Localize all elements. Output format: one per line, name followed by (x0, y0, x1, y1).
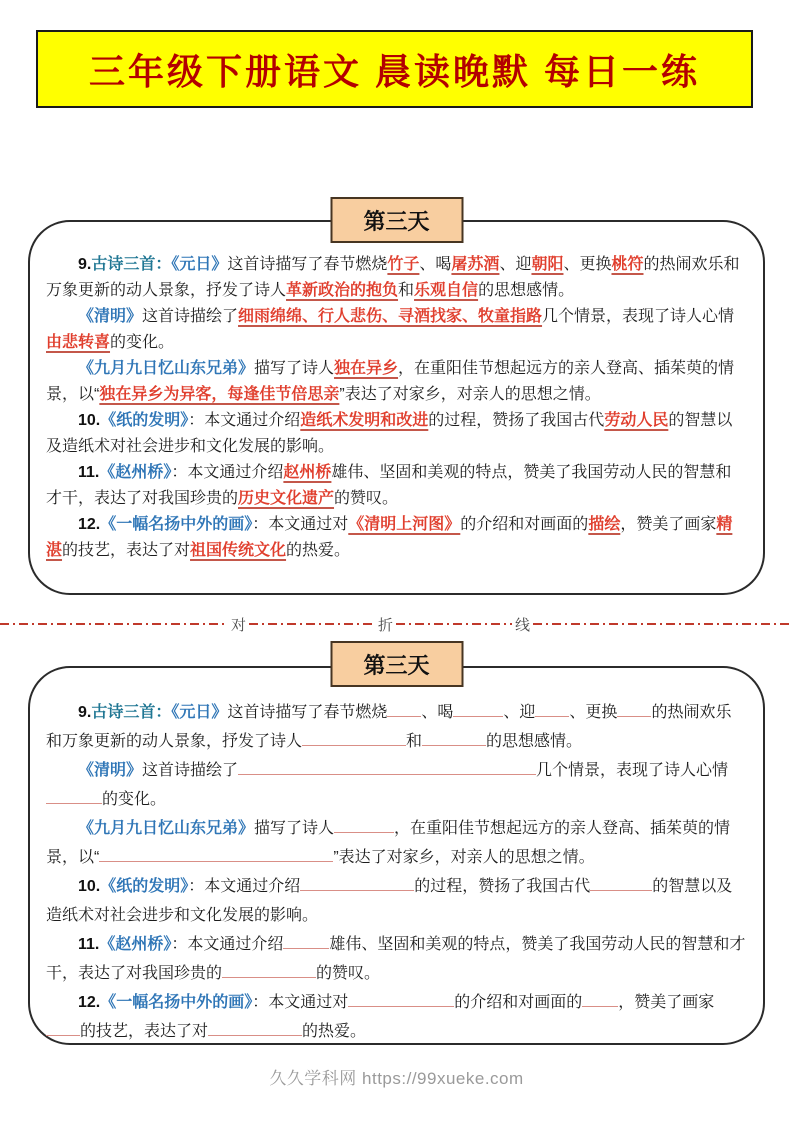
book-title: 《赵州桥》 (99, 464, 172, 481)
fold-label-dui: 对 (231, 616, 247, 634)
book-title: 《九月九日忆山东兄弟》 (78, 820, 255, 837)
body-text: 几个情景，表现了诗人心情 (542, 308, 735, 325)
body-text: 几个情景，表现了诗人心情 (536, 762, 729, 779)
fold-line-segment (0, 623, 228, 625)
blanks-paragraph-list (30, 668, 763, 1054)
body-text: 、喝 (421, 704, 454, 721)
fold-line-segment (249, 623, 375, 625)
body-text: ：本文通过介绍 (171, 936, 284, 953)
book-title: 《一幅名扬中外的画》 (100, 516, 253, 533)
answer-text: 历史文化遗产 (238, 490, 335, 507)
blank-line (99, 848, 121, 862)
answer-text: 劳动人民 (604, 412, 669, 429)
answer-text: 乐观自信 (414, 282, 479, 299)
answer-text: 竹子 (387, 256, 420, 273)
blank-line (300, 877, 414, 891)
blank-line (535, 703, 569, 717)
page-title: 三年级下册语文 晨读晚默 每日一练 (88, 50, 700, 92)
blank-line (46, 790, 102, 804)
book-title: 《元日》 (171, 256, 228, 273)
body-text: 的赞叹。 (334, 490, 399, 507)
body-text: 的技艺，表达了对 (80, 1023, 209, 1040)
lesson-label: 古诗三首： (91, 704, 172, 721)
body-text: 、更换 (563, 256, 612, 273)
paragraph (46, 252, 747, 304)
answer-text: 祖国传统文化 (190, 542, 287, 559)
blanks-panel (28, 666, 765, 1045)
body-text: 的热爱。 (302, 1023, 367, 1040)
answer-text: 描绘 (588, 516, 621, 533)
book-title: 《一幅名扬中外的画》 (100, 994, 253, 1011)
answer-text: 《清明上河图》 (348, 516, 461, 533)
blank-line (422, 732, 486, 746)
body-text: ，赞美了画家 (618, 994, 715, 1011)
blank-line (222, 964, 316, 978)
item-number: 12. (78, 516, 101, 533)
body-text: 雄伟、坚固和美观的特点，赞美了我国劳动人民的智慧和才干，表达了对我国珍贵的 (46, 936, 746, 982)
answer-text: 精湛 (46, 516, 733, 559)
item-number: 9. (78, 256, 92, 273)
body-text: 的介绍和对画面的 (454, 994, 583, 1011)
answer-text: 朝阳 (531, 256, 564, 273)
body-text: ：本文通过介绍 (171, 464, 284, 481)
paragraph (46, 356, 747, 408)
paragraph (46, 460, 747, 512)
answer-text: 独在异乡为异客，每逢佳节倍思亲 (99, 386, 340, 403)
paragraph (46, 814, 747, 872)
body-text: 描写了诗人 (254, 360, 335, 377)
paragraph (46, 756, 747, 814)
body-text: 雄伟、坚固和美观的特点，赞美了我国劳动人民的智慧和才干，表达了对我国珍贵的 (46, 464, 732, 507)
blank-line (302, 732, 406, 746)
body-text: 的思想感情。 (478, 282, 575, 299)
book-title: 《纸的发明》 (100, 878, 189, 895)
body-text: ”表达了对家乡，对亲人的思想之情。 (339, 386, 601, 403)
book-title: 《清明》 (78, 308, 143, 325)
body-text: 的变化。 (110, 334, 175, 351)
item-number: 9. (78, 704, 92, 721)
fold-line-segment (396, 623, 512, 625)
book-title: 《九月九日忆山东兄弟》 (78, 360, 255, 377)
fold-label-zhe: 折 (378, 616, 394, 634)
body-text: 、迎 (499, 256, 532, 273)
item-number: 11. (78, 936, 100, 953)
body-text: 的热闹欢乐和万象更新的动人景象，抒发了诗人 (46, 256, 740, 299)
title-banner (36, 30, 753, 108)
answers-paragraph-list (30, 222, 763, 572)
fold-label-xian: 线 (515, 616, 531, 634)
blank-line (121, 848, 333, 862)
answer-text: 屠苏酒 (451, 256, 500, 273)
body-text: ：本文通过介绍 (188, 878, 301, 895)
body-text: 的介绍和对画面的 (460, 516, 589, 533)
answers-panel (28, 220, 765, 595)
body-text: ，赞美了画家 (620, 516, 717, 533)
paragraph (46, 408, 747, 460)
body-text: 描写了诗人 (254, 820, 335, 837)
body-text: ，在重阳佳节想起远方的亲人登高、插茱萸的情景，以“ (46, 360, 735, 403)
day-badge-top: 第三天 (330, 197, 463, 243)
fold-line-segment (533, 623, 793, 625)
paragraph (46, 698, 747, 756)
body-text: 的变化。 (102, 791, 167, 808)
body-text: 和 (406, 733, 423, 750)
body-text: 这首诗描绘了 (142, 762, 239, 779)
body-text: 这首诗描写了春节燃烧 (227, 256, 388, 273)
body-text: 的过程，赞扬了我国古代 (428, 412, 605, 429)
book-title: 《清明》 (78, 762, 143, 779)
paragraph (46, 988, 747, 1046)
paragraph (46, 304, 747, 356)
fold-line (0, 614, 793, 634)
blank-line (617, 703, 651, 717)
body-text: 的赞叹。 (316, 965, 381, 982)
blank-line (208, 1022, 302, 1036)
body-text: 、更换 (569, 704, 618, 721)
body-text: ：本文通过对 (252, 994, 349, 1011)
paragraph (46, 930, 747, 988)
body-text: 的思想感情。 (486, 733, 583, 750)
site-watermark: 久久学科网 https://99xueke.com (269, 1069, 524, 1088)
blank-line (46, 1022, 80, 1036)
blank-line (590, 877, 652, 891)
item-number: 10. (78, 412, 101, 429)
book-title: 《纸的发明》 (100, 412, 189, 429)
day-badge-bottom: 第三天 (330, 641, 463, 687)
answer-text: 造纸术发明和改进 (300, 412, 429, 429)
blank-line (334, 819, 394, 833)
body-text: 的智慧以及造纸术对社会进步和文化发展的影响。 (46, 878, 733, 924)
body-text: 、迎 (503, 704, 536, 721)
blank-line (238, 761, 536, 775)
blank-line (283, 935, 329, 949)
blank-line (582, 993, 618, 1007)
answer-text: 赵州桥 (283, 464, 332, 481)
item-number: 12. (78, 994, 101, 1011)
body-text: 的技艺，表达了对 (62, 542, 191, 559)
body-text: ”表达了对家乡，对亲人的思想之情。 (333, 849, 595, 866)
book-title: 《赵州桥》 (99, 936, 172, 953)
body-text: 的过程，赞扬了我国古代 (414, 878, 591, 895)
body-text: 的热爱。 (286, 542, 351, 559)
body-text: ：本文通过介绍 (188, 412, 301, 429)
body-text: 这首诗描绘了 (142, 308, 239, 325)
body-text: 的智慧以及造纸术对社会进步和文化发展的影响。 (46, 412, 733, 455)
body-text: 、喝 (419, 256, 452, 273)
body-text: 的热闹欢乐和万象更新的动人景象，抒发了诗人 (46, 704, 732, 750)
answer-text: 独在异乡 (334, 360, 399, 377)
body-text: 这首诗描写了春节燃烧 (227, 704, 388, 721)
body-text: ，在重阳佳节想起远方的亲人登高、插茱萸的情景，以“ (46, 820, 731, 866)
blank-line (387, 703, 421, 717)
blank-line (348, 993, 454, 1007)
paragraph (46, 512, 747, 564)
answer-text: 桃符 (611, 256, 644, 273)
answer-text: 由悲转喜 (46, 334, 111, 351)
lesson-label: 古诗三首： (91, 256, 172, 273)
answer-text: 革新政治的抱负 (286, 282, 399, 299)
paragraph (46, 872, 747, 930)
body-text: ：本文通过对 (252, 516, 349, 533)
blank-line (453, 703, 503, 717)
answer-text: 细雨绵绵、行人悲伤、寻酒找家、牧童指路 (238, 308, 543, 325)
body-text: 和 (398, 282, 415, 299)
item-number: 11. (78, 464, 100, 481)
book-title: 《元日》 (171, 704, 228, 721)
item-number: 10. (78, 878, 101, 895)
